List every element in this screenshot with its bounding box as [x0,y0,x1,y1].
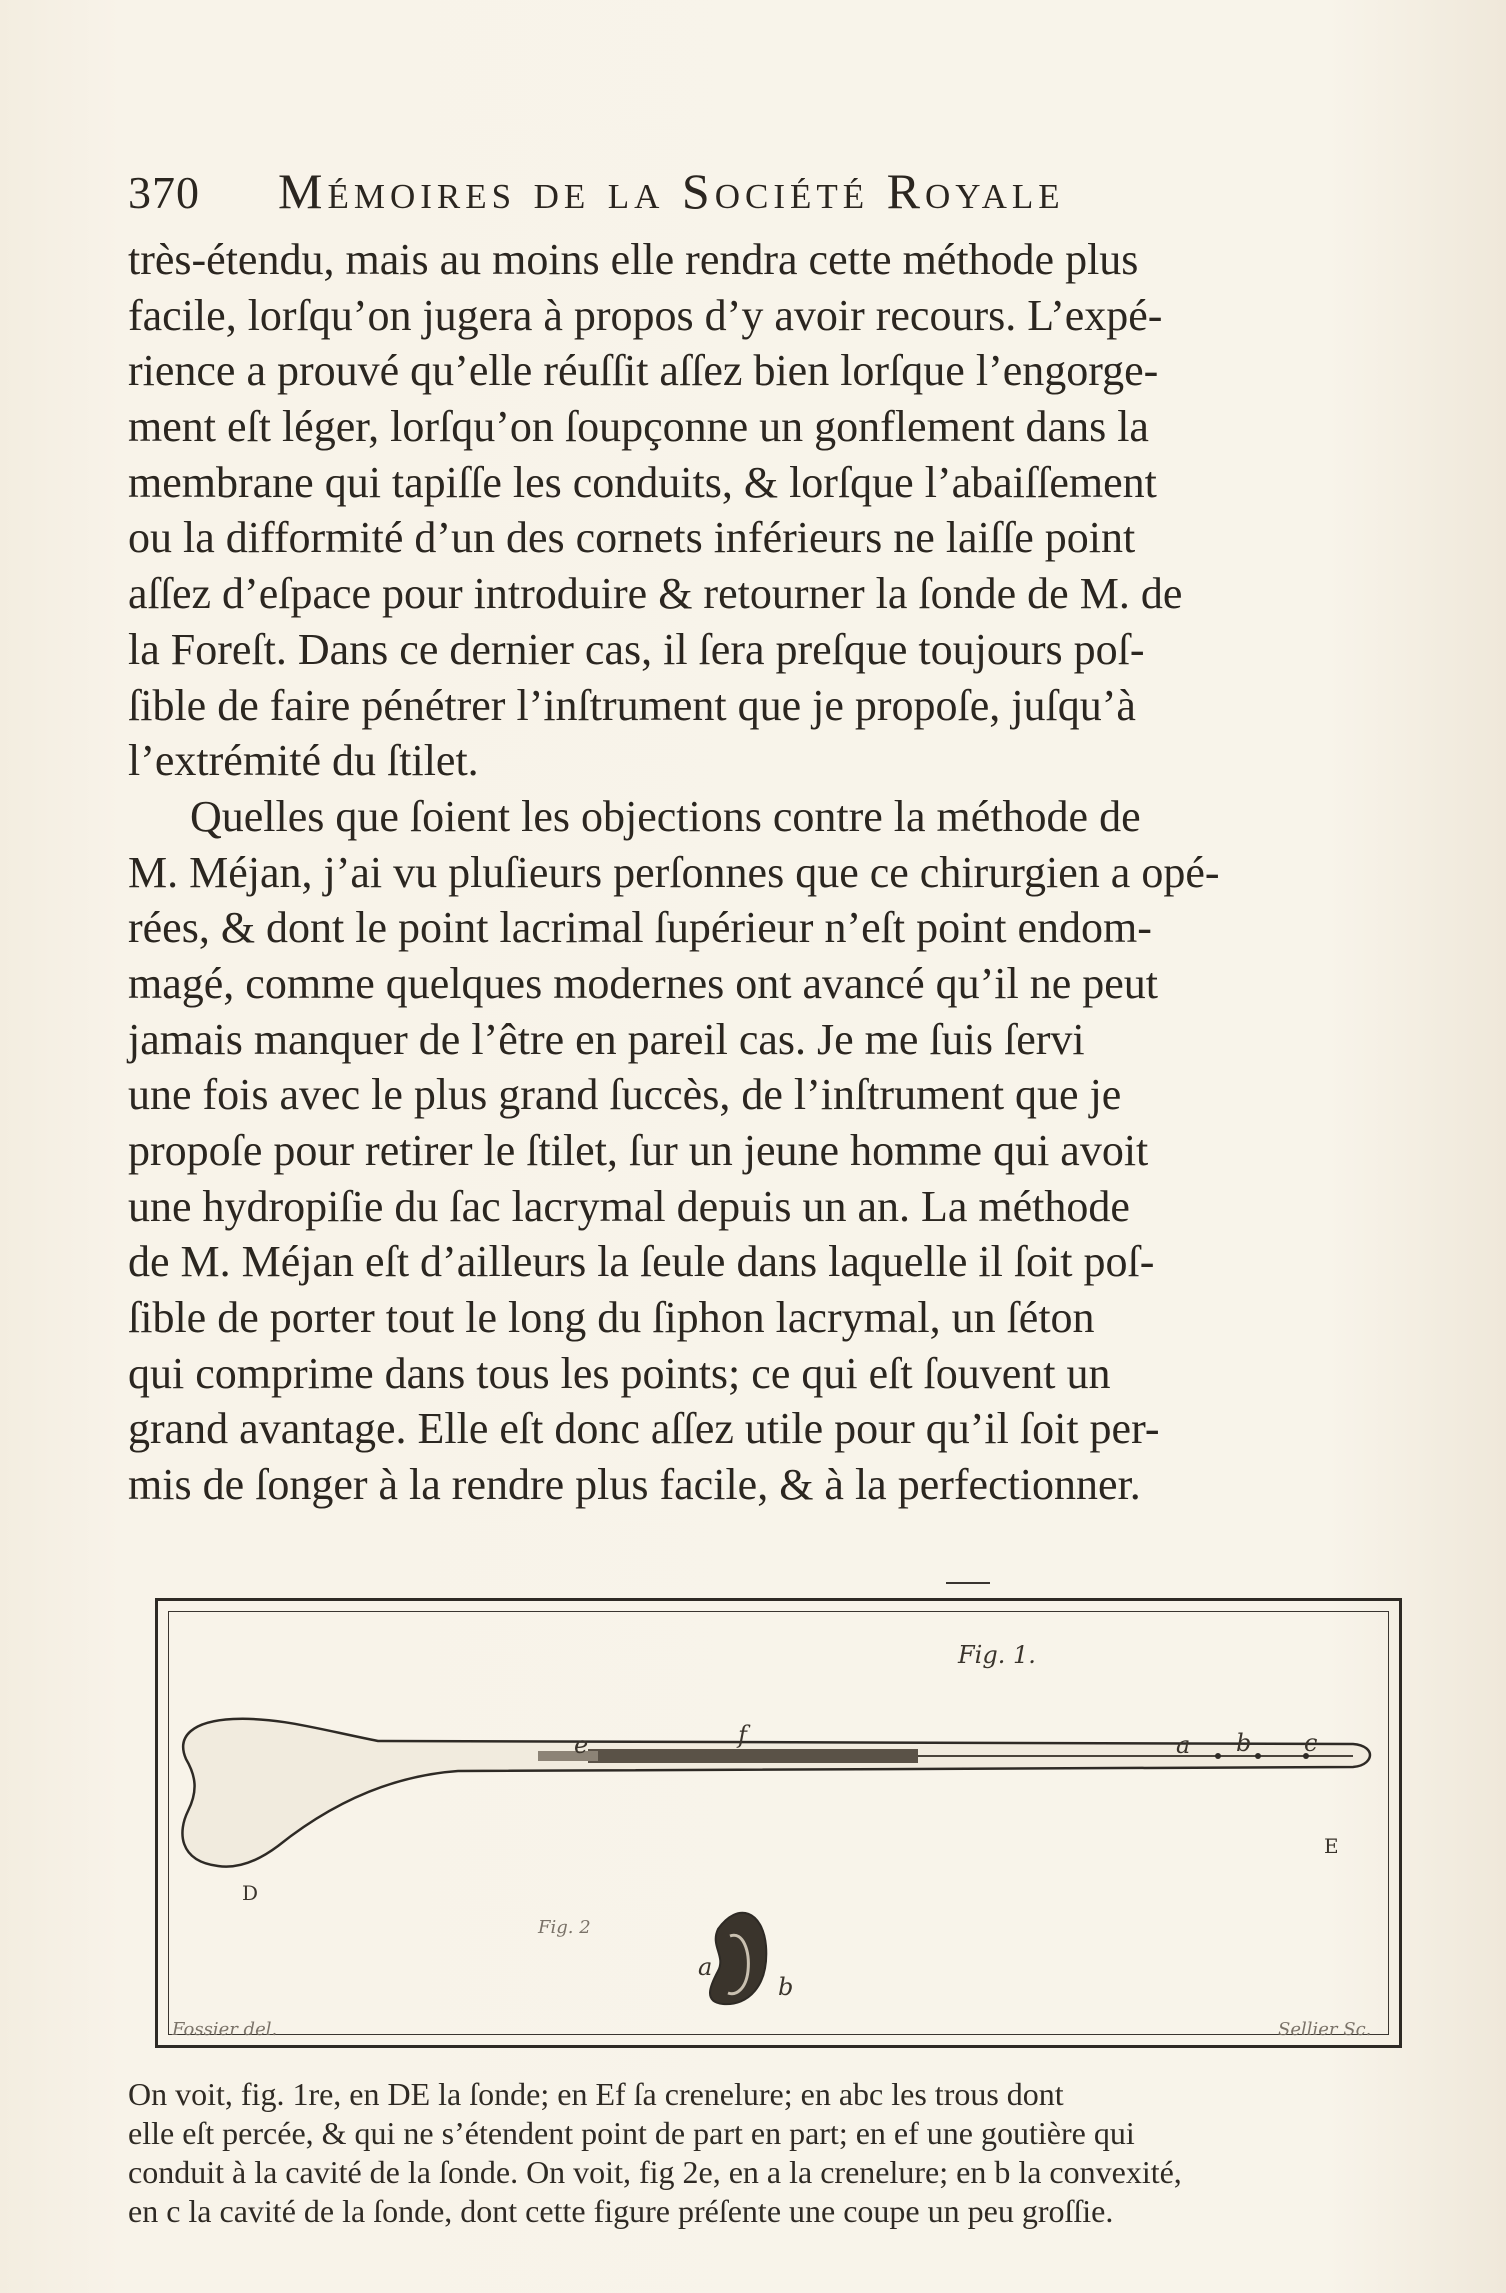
text-line: rience a prouvé qu’elle réuſſit aſſez bien lorſque l’engorge- [128,346,1159,396]
text-line: mis de ſonger à la rendre plus facile, & à la perfectionner. [128,1460,1141,1510]
caption-line: en c la cavité de la ſonde, dont cette figure préſente une coupe un peu groſſie. [128,2193,1114,2229]
text-line: jamais manquer de l’être en pareil cas. Je me ſuis ſervi [128,1014,1085,1064]
text-line: rées, & dont le point lacrimal ſupérieur n’eſt point endom- [128,903,1152,953]
running-title: Mémoires de la Société Royale [278,163,1065,219]
label-a: a [1176,1731,1191,1759]
fig1-label: Fig. 1. [958,1641,1036,1669]
text-line: Quelles que ſoient les objections contre la méthode de [190,791,1141,841]
label-f: f [738,1721,747,1749]
engraved-figure [155,1598,1402,2048]
figure-caption [128,2075,1428,2231]
text-line: facile, lorſqu’on jugera à propos d’y avoir recours. L’expé- [128,290,1163,340]
label-E: E [1324,1834,1339,1858]
text-line: ment eſt léger, lorſqu’on ſoupçonne un gonflement dans la [128,402,1149,452]
probe-outline [182,1719,1370,1867]
text-line: ſible de porter tout le long du ſiphon lacrymal, un ſéton [128,1293,1095,1343]
label-b: b [1236,1729,1252,1757]
label-e: e [574,1731,589,1759]
caption-line: On voit, fig. 1re, en DE la ſonde; en Ef ſa crenelure; en abc les trous dont [128,2076,1064,2112]
caption-line: conduit à la cavité de la ſonde. On voit, fig 2e, en a la crenelure; en b la convexité, [128,2154,1182,2190]
probe-hole-b [1255,1753,1261,1759]
text-line: grand avantage. Elle eſt donc aſſez utile pour qu’il ſoit per- [128,1404,1160,1454]
text-line: ſible de faire pénétrer l’inſtrument que je propoſe, juſqu’à [128,680,1136,730]
fig2-label: Fig. 2 [538,1917,591,1938]
text-line: une fois avec le plus grand ſuccès, de l’inſtrument que je [128,1070,1122,1120]
text-line: aſſez d’eſpace pour introduire & retourner la ſonde de M. de [128,569,1183,619]
page-number: 370 [128,167,200,218]
label-a2: a [698,1953,713,1981]
text-line: qui comprime dans tous les points; ce qui eſt ſouvent un [128,1348,1111,1398]
text-line: magé, comme quelques modernes ont avancé qu’il ne peut [128,958,1158,1008]
probe-hole-a [1215,1753,1221,1759]
probe-groove [588,1749,918,1763]
label-D: D [242,1881,259,1905]
body-text [128,232,1428,1513]
text-line: l’extrémité du ſtilet. [128,736,479,786]
text-line: une hydropiſie du ſac lacrymal depuis un an. La méthode [128,1181,1130,1231]
text-line: membrane qui tapiſſe les conduits, & lorſque l’abaiſſement [128,457,1157,507]
caption-line: elle eſt percée, & qui ne s’étendent point de part en part; en ef une goutière qui [128,2115,1135,2151]
text-line: très-étendu, mais au moins elle rendra cette méthode plus [128,235,1139,284]
text-line: M. Méjan, j’ai vu pluſieurs perſonnes que ce chirurgien a opé- [128,847,1220,897]
text-line: la Foreſt. Dans ce dernier cas, il ſera preſque toujours poſ- [128,624,1145,674]
draftsman-signature: Fossier del. [172,2019,278,2040]
label-c: c [1304,1729,1318,1757]
text-line: propoſe pour retirer le ſtilet, ſur un jeune homme qui avoit [128,1126,1149,1175]
probe-groove-fade [538,1751,598,1761]
label-b2: b [778,1973,794,2001]
text-line: de M. Méjan eſt d’ailleurs la ſeule dans laquelle il ſoit poſ- [128,1237,1155,1287]
separator-rule [946,1582,990,1584]
running-header [128,158,1278,228]
text-line: ou la difformité d’un des cornets inférieurs ne laiſſe point [128,513,1136,563]
engraver-signature: Sellier Sc. [1278,2019,1372,2040]
